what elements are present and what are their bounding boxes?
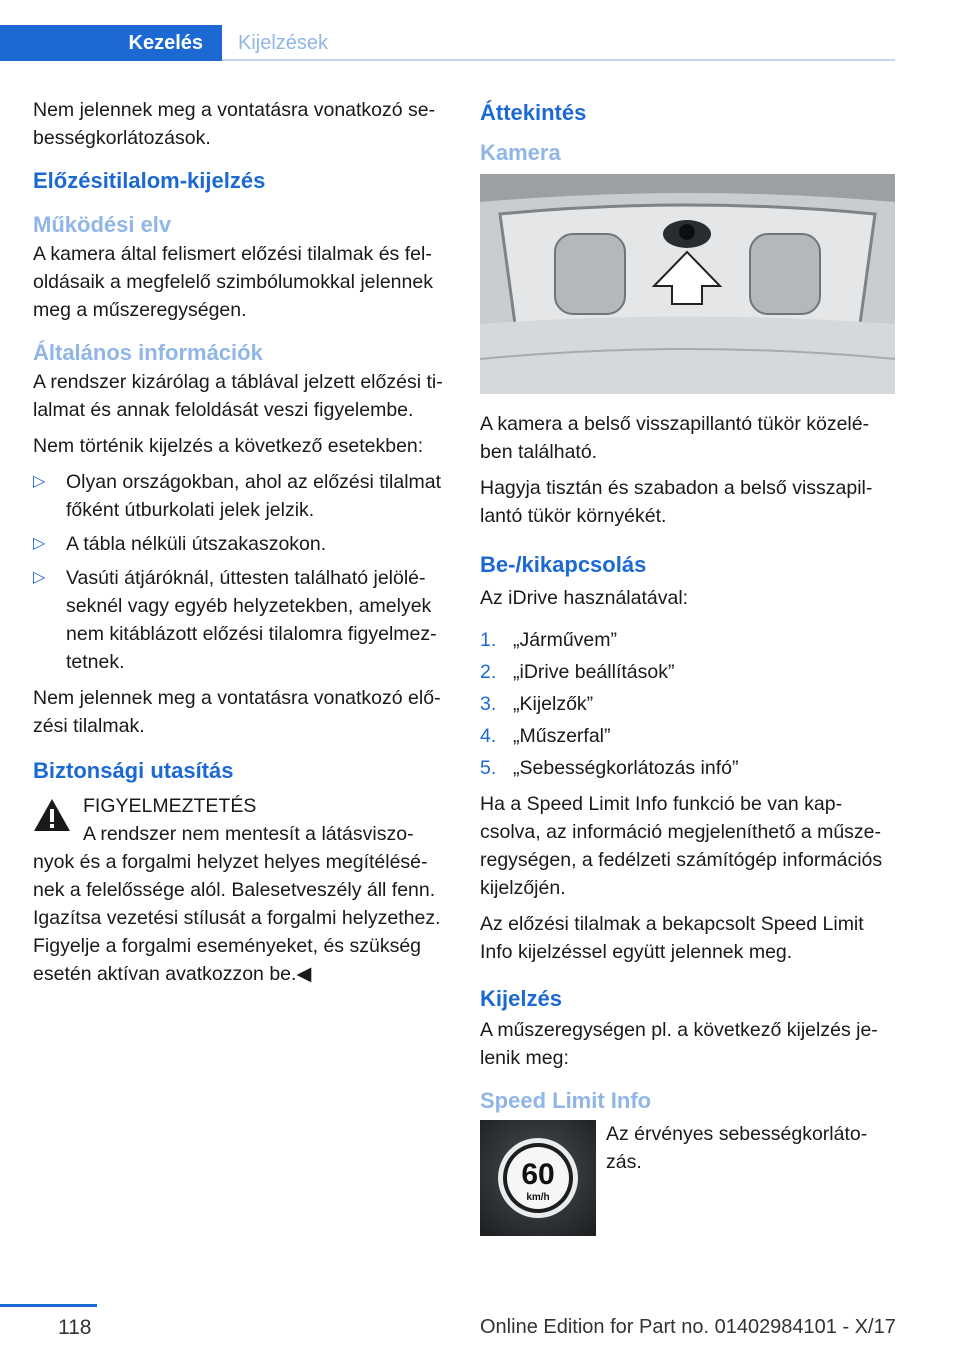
triangle-bullet-icon: ▷	[33, 535, 46, 552]
step-number: 5.	[480, 757, 497, 779]
section-title-safety: Biztonsági utasítás	[33, 758, 234, 783]
camera-paragraph-2: Hagyja tisztán és szabadon a belső visszapillantó tükör környékét.	[480, 477, 873, 527]
step-text: „Sebességkorlátozás infó”	[513, 757, 739, 779]
after-paragraph-2: Az előzési tilalmak a bekapcsolt Speed Limit Info kijelzéssel együtt jelennek meg.	[480, 913, 864, 963]
onoff-paragraph: Az iDrive használatával:	[480, 587, 689, 609]
section-title-overtaking: Előzésitilalom-kijelzés	[33, 168, 266, 193]
page-number: 118	[58, 1316, 92, 1339]
header-tabs	[0, 25, 895, 61]
intro-paragraph: Nem jelennek meg a vontatásra vonatkozó sebességkorlátozások.	[33, 99, 436, 149]
section-title-overview: Áttekintés	[480, 100, 587, 125]
speed-limit-sign-image	[480, 1120, 596, 1236]
tab-kezeles[interactable]: Kezelés	[0, 25, 222, 61]
list-item	[33, 564, 448, 676]
step-number: 4.	[480, 725, 497, 747]
warning-triangle-icon	[33, 798, 71, 832]
step-number: 1.	[480, 629, 497, 651]
general-paragraph-2: Nem történik kijelzés a következő esetekben:	[33, 435, 424, 457]
steps-list	[480, 626, 895, 782]
step-number: 2.	[480, 661, 497, 683]
list-item	[480, 754, 895, 782]
tab-underline	[222, 59, 895, 61]
warning-text	[33, 820, 448, 988]
right-column	[480, 96, 895, 1236]
list-item	[33, 530, 448, 558]
warning-title: FIGYELMEZTETÉS	[83, 795, 257, 817]
list-item-text: Vasúti átjáróknál, úttesten található jelöléseknél vagy egyéb helyzetekben, amelyek nem kitáblázott előzési tilalomra figyelmeztetnek.	[66, 567, 437, 673]
subsection-title-general: Általános információk	[33, 340, 263, 365]
speed-unit: km/h	[526, 1192, 550, 1203]
principle-paragraph: A kamera által felismert előzési tilalmak és feloldásaik a megfelelő szimbólumokkal jelennek meg a műszeregységen.	[33, 243, 433, 321]
warning-text-content: A rendszer nem mentesít a látásviszonyok és a forgalmi helyzet helyes megítélésének a felelőssége alól. Balesetveszély áll fenn. Igazítsa vezetési stílusát a forgalmi helyzethez. Figyelje a forgalmi eseményeket, és szükség esetén aktívan avatkozzon be.◀	[33, 823, 441, 985]
speed-value: 60	[521, 1158, 555, 1191]
speed-limit-row	[480, 1120, 895, 1236]
camera-paragraph-1: A kamera a belső visszapillantó tükör közelében található.	[480, 413, 870, 463]
step-number: 3.	[480, 693, 497, 715]
subsection-title-principle: Működési elv	[33, 212, 172, 237]
warning-block	[33, 792, 448, 988]
list-item	[480, 690, 895, 718]
after-paragraph-1: Ha a Speed Limit Info funkció be van kapcsolva, az információ megjeleníthető a műszeregységen, a fedélzeti számítógép információs kijelzőjén.	[480, 793, 883, 899]
edition-text: Online Edition for Part no. 01402984101 - X/17	[480, 1316, 896, 1338]
step-text: „iDrive beállítások”	[513, 661, 675, 683]
list-item	[33, 468, 448, 524]
section-title-display: Kijelzés	[480, 986, 562, 1011]
list-item	[480, 722, 895, 750]
list-item-text: Olyan országokban, ahol az előzési tilalmat főként útburkolati jelek jelzik.	[66, 471, 442, 521]
exceptions-list	[33, 468, 448, 676]
list-item	[480, 658, 895, 686]
tab-kijelzesek[interactable]: Kijelzések	[238, 32, 329, 54]
subsection-title-camera: Kamera	[480, 140, 561, 165]
footer-rule	[0, 1304, 97, 1307]
list-item	[480, 626, 895, 654]
step-text: „Járművem”	[513, 629, 618, 651]
section-title-onoff: Be-/kikapcsolás	[480, 552, 647, 577]
triangle-bullet-icon: ▷	[33, 569, 46, 586]
step-text: „Kijelzők”	[513, 693, 594, 715]
step-text: „Műszerfal”	[513, 725, 611, 747]
general-paragraph-1: A rendszer kizárólag a táblával jelzett előzési tilalmat és annak feloldását veszi figyelembe.	[33, 371, 443, 421]
display-paragraph: A műszeregységen pl. a következő kijelzés jelenik meg:	[480, 1019, 878, 1069]
towing-paragraph: Nem jelennek meg a vontatásra vonatkozó előzési tilalmak.	[33, 687, 441, 737]
list-item-text: A tábla nélküli útszakaszokon.	[66, 533, 327, 555]
sli-paragraph: Az érvényes sebességkorlátozás.	[606, 1123, 868, 1173]
left-column	[33, 96, 448, 996]
triangle-bullet-icon: ▷	[33, 473, 46, 490]
subsection-title-sli: Speed Limit Info	[480, 1088, 652, 1113]
camera-location-photo	[480, 174, 895, 394]
